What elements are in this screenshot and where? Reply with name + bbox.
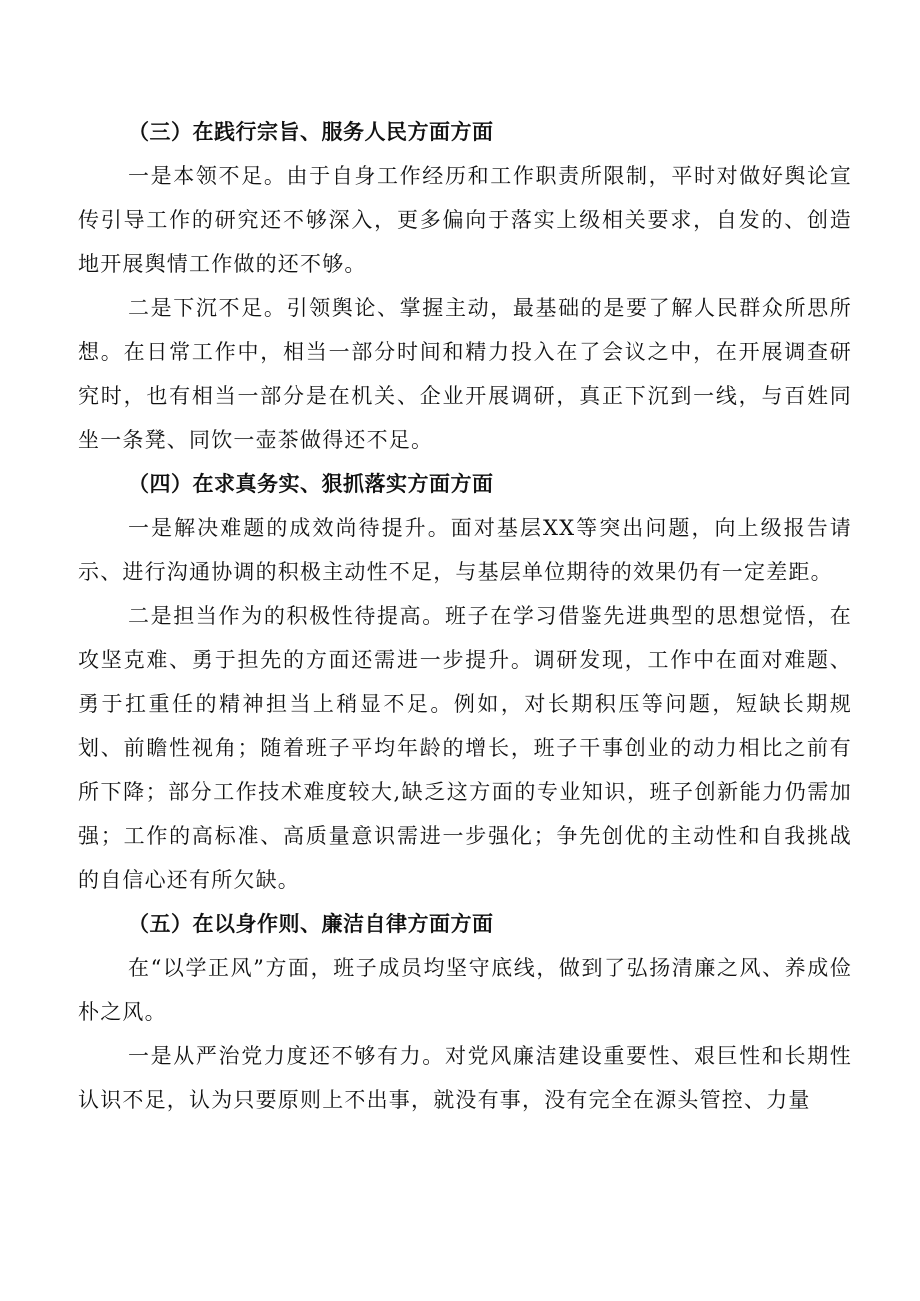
document-page bbox=[78, 110, 852, 1122]
section-5-heading: （五）在以身作则、廉洁自律方面方面 bbox=[128, 912, 494, 936]
section-4-heading: （四）在求真务实、狠抓落实方面方面 bbox=[128, 472, 494, 496]
section-4-paragraph-2: 二是担当作为的积极性待提高。班子在学习借鉴先进典型的思想觉悟，在攻坚克难、勇于担先的方面还需进一步提升。调研发现，工作中在面对难题、勇于扛重任的精神担当上稍显不足。例如，对长期积压等问题，短缺长期规划、前瞻性视角；随着班子平均年龄的增长，班子干事创业的动力相比之前有所下降；部分工作技术难度较大,缺乏这方面的专业知识，班子创新能力仍需加强；工作的高标准、高质量意识需进一步强化；争先创优的主动性和自我挑战的自信心还有所欠缺。 bbox=[78, 604, 852, 892]
section-3-heading: （三）在践行宗旨、服务人民方面方面 bbox=[128, 120, 494, 144]
section-5 bbox=[78, 902, 852, 1122]
section-5-paragraph-2: 一是从严治党力度还不够有力。对党风廉洁建设重要性、艰巨性和长期性认识不足，认为只要原则上不出事，就没有事，没有完全在源头管控、力量 bbox=[78, 1044, 852, 1112]
section-3-paragraph-1: 一是本领不足。由于自身工作经历和工作职责所限制，平时对做好舆论宣传引导工作的研究还不够深入，更多偏向于落实上级相关要求，自发的、创造地开展舆情工作做的还不够。 bbox=[78, 164, 852, 276]
section-3 bbox=[78, 110, 852, 462]
section-3-paragraph-2: 二是下沉不足。引领舆论、掌握主动，最基础的是要了解人民群众所思所想。在日常工作中，相当一部分时间和精力投入在了会议之中，在开展调查研究时，也有相当一部分是在机关、企业开展调研，真正下沉到一线，与百姓同坐一条凳、同饮一壶茶做得还不足。 bbox=[78, 296, 852, 452]
section-4-paragraph-1: 一是解决难题的成效尚待提升。面对基层XX等突出问题，向上级报告请示、进行沟通协调的积极主动性不足，与基层单位期待的效果仍有一定差距。 bbox=[78, 516, 852, 584]
section-4 bbox=[78, 462, 852, 902]
section-5-paragraph-1: 在“以学正风”方面，班子成员均坚守底线，做到了弘扬清廉之风、养成俭朴之风。 bbox=[78, 956, 852, 1024]
